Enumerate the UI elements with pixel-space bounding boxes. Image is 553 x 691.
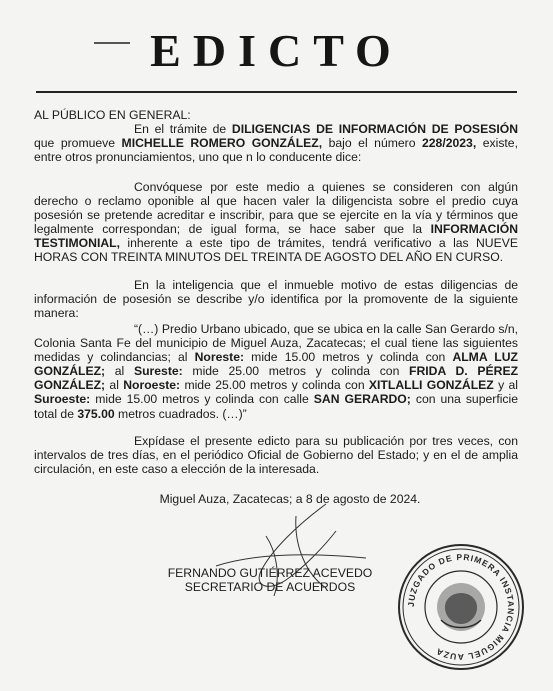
p1-text: existe, entre otros pronunciamientos, uno que n lo conducente dice: — [34, 136, 518, 165]
p1-promovente: MICHELLE ROMERO GONZÁLEZ, — [121, 136, 323, 151]
p4-text: con una superficie total de — [34, 392, 518, 421]
svg-text:JUZGADO DE PRIMERA INSTANCIA M: JUZGADO DE PRIMERA INSTANCIA MIGUEL AUZA — [405, 551, 517, 663]
p4-bold: FRIDA D. PÉREZ GONZÁLEZ; — [34, 364, 519, 393]
p4-text: mide 15.00 metros y colinda con — [244, 350, 453, 365]
paragraph-3: En la inteligencia que el inmueble motivo de estas diligencias de información de posesión se describe y/o identifica por la promovente de la siguiente manera: — [34, 278, 518, 321]
signer-role: SECRETARIO DE ACUERDOS — [184, 580, 356, 594]
p4-bold: Sureste: — [133, 364, 183, 379]
place-date: Miguel Auza, Zacatecas; a 8 de agosto de 2024. — [159, 492, 421, 506]
p4-bold: Noreste: — [194, 350, 245, 365]
p2-text: Convóquese por este medio a quienes se consideren con algún derecho o reclamo oponible al que hacen valer la diligencista sobre el predio cuya posesión se pretende acreditar e inscribir, para que se ejercite en la vía y términos que legalmente correspondan; de igual forma, se hace saber que la — [34, 180, 518, 237]
p4-bold: SAN GERARDO; — [313, 392, 411, 407]
court-seal-icon — [396, 542, 526, 672]
p4-text: metros cuadrados. (…)” — [114, 406, 247, 421]
p1-case-number: 228/2023, — [422, 136, 477, 151]
p4-bold: 375.00 — [77, 406, 115, 421]
p4-bold: XITLALLI GONZÁLEZ — [368, 378, 494, 393]
document-title: EDICTO — [150, 25, 403, 76]
paragraph-5: Expídase el presente edicto para su publicación por tres veces, con intervalos de tres días, en el periódico Oficial de Gobierno del Estado; y en el de amplia circulación, en este caso a elección de la interesada. — [34, 434, 518, 477]
title-divider — [36, 91, 517, 93]
p1-text: En el trámite de — [134, 122, 232, 136]
p2-testimonial: INFORMACIÓN TESTIMONIAL, — [34, 222, 518, 251]
p4-text: al — [105, 378, 124, 393]
p4-text: mide 25.00 metros y colinda con — [182, 364, 410, 379]
p4-text: mide 15.00 metros y colinda con calle — [90, 392, 314, 407]
paragraph-1 — [34, 122, 518, 164]
paragraph-2 — [34, 180, 518, 265]
p4-text: “(…) Predio Urbano ubicado, que se ubica en la calle San Gerardo s/n, Colonia Santa Fe del municipio de Miguel Auza, Zacatecas; el cual tiene las siguientes medidas y colindancias; al — [34, 322, 518, 365]
p1-text: bajo el número — [322, 136, 422, 151]
p4-bold: Noroeste: — [123, 378, 181, 393]
p4-text: y al — [493, 378, 518, 393]
greeting: AL PÚBLICO EN GENERAL: — [34, 108, 191, 122]
p4-bold: Suroeste: — [34, 392, 91, 407]
p4-text: mide 25.00 metros y colinda con — [180, 378, 369, 393]
p2-text: inherente a este tipo de trámites, tendrá verificativo a las NUEVE HORAS CON TREINTA MINUTOS DEL TREINTA DE AGOSTO DEL AÑO EN CURSO. — [34, 236, 518, 265]
p1-text: que promueve — [34, 136, 122, 151]
p1-procedure: DILIGENCIAS DE INFORMACIÓN DE POSESIÓN — [231, 122, 518, 136]
p4-text: al — [105, 364, 134, 379]
p4-bold: ALMA LUZ GONZÁLEZ; — [34, 350, 518, 379]
paragraph-4-property-description — [34, 322, 518, 421]
signer-name: FERNANDO GUTIÉRREZ ACEVEDO — [167, 566, 373, 580]
